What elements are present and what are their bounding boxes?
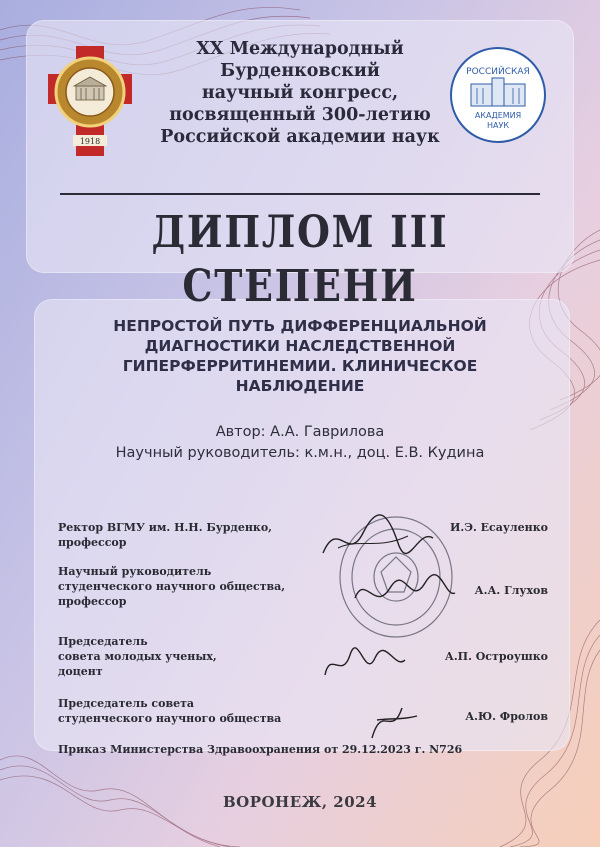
- diploma-title: ДИПЛОМ III СТЕПЕНИ: [151, 207, 449, 312]
- signatory-name-advisor: А.А. Глухов: [474, 584, 548, 597]
- advisor-line: Научный руководитель: к.м.н., доц. Е.В. Кудина: [115, 445, 485, 461]
- city-year: ВОРОНЕЖ, 2024: [222, 793, 378, 811]
- congress-line: XX Международный: [196, 39, 404, 59]
- signature-chair-icon: [320, 640, 410, 685]
- congress-line: Бурденковский: [220, 61, 380, 81]
- header-divider: [60, 193, 540, 195]
- signatory-name-snc-chair: А.Ю. Фролов: [465, 710, 548, 723]
- signatory-role-rector: Ректор ВГМУ им. Н.Н. Бурденко, профессор: [58, 521, 272, 549]
- signatory-name-young-scientists: А.П. Остроушко: [444, 650, 548, 663]
- academy-logo-line-1: РОССИЙСКАЯ: [466, 67, 530, 77]
- emblem-year: 1918: [79, 137, 101, 146]
- congress-line: посвященный 300-летию: [169, 105, 431, 125]
- academy-of-sciences-logo-icon: [449, 46, 547, 144]
- author-line: Автор: А.А. Гаврилова: [215, 424, 385, 440]
- ministry-order: Приказ Министерства Здравоохранения от 29.12.2023 г. N726: [58, 743, 463, 756]
- congress-title: [150, 38, 450, 148]
- academy-logo-line-2: АКАДЕМИЯ: [474, 111, 522, 120]
- signatory-role-young-scientists: Председатель совета молодых ученых, доцент: [58, 635, 217, 678]
- signatory-role-snc-chair: Председатель совета студенческого научного общества: [58, 697, 282, 725]
- academy-logo-line-3: НАУК: [486, 121, 510, 130]
- university-emblem-icon: [48, 46, 132, 156]
- signatory-role-advisor: Научный руководитель студенческого научного общества, профессор: [58, 565, 286, 608]
- congress-line: научный конгресс,: [201, 83, 399, 103]
- congress-line: Российской академии наук: [160, 127, 440, 147]
- work-title: НЕПРОСТОЙ ПУТЬ ДИФФЕРЕНЦИАЛЬНОЙ ДИАГНОСТИКИ НАСЛЕДСТВЕННОЙ ГИПЕРФЕРРИТИНЕМИИ. КЛИНИЧЕСКОЕ НАБЛЮДЕНИЕ: [113, 317, 487, 395]
- signature-rector-icon: [318, 508, 438, 568]
- signatory-name-rector: И.Э. Есауленко: [450, 521, 548, 534]
